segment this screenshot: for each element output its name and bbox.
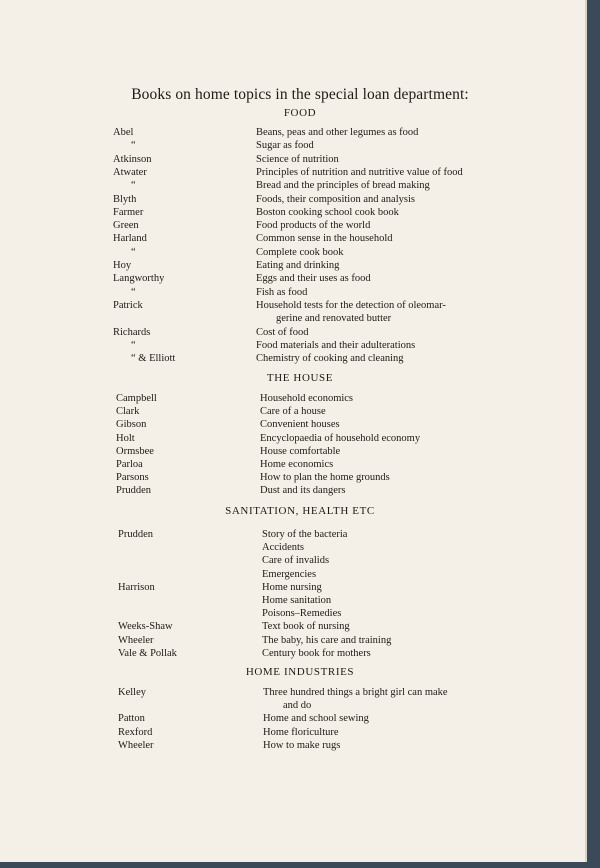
book-title: Home nursing bbox=[262, 581, 322, 593]
book-title: Cost of food bbox=[256, 326, 309, 338]
book-author: Harrison bbox=[118, 581, 155, 593]
book-author: Patrick bbox=[113, 299, 143, 311]
book-author: Harland bbox=[113, 233, 147, 245]
book-title: Principles of nutrition and nutritive value of food bbox=[256, 166, 463, 178]
book-title: Complete cook book bbox=[256, 246, 344, 258]
book-title: Household economics bbox=[260, 393, 354, 404]
book-author: Wheeler bbox=[118, 634, 154, 646]
book-author: Atwater bbox=[113, 166, 147, 178]
book-author: Holt bbox=[116, 432, 135, 444]
book-title: Home floriculture bbox=[263, 726, 339, 738]
book-title: Text book of nursing bbox=[262, 621, 350, 633]
book-author: “ & Elliott bbox=[131, 353, 176, 365]
book-author: Prudden bbox=[116, 485, 151, 497]
book-title: Food materials and their adulterations bbox=[256, 339, 416, 351]
book-author: Farmer bbox=[113, 206, 144, 218]
book-title: Chemistry of cooking and cleaning bbox=[256, 353, 404, 365]
book-title: Household tests for the detection of oleomar- gerine and renovated butter bbox=[256, 299, 446, 324]
section-heading: FOOD bbox=[283, 107, 317, 119]
book-title: Food products of the world bbox=[256, 220, 371, 232]
section-heading: THE HOUSE bbox=[266, 372, 334, 384]
book-author: Rexford bbox=[118, 726, 153, 738]
book-author: Campbell bbox=[116, 393, 157, 404]
book-author: Kelley bbox=[118, 687, 146, 698]
book-author: Vale & Pollak bbox=[118, 647, 177, 659]
book-author: Green bbox=[113, 220, 139, 232]
book-author: “ bbox=[131, 286, 136, 298]
book-title: Story of the bacteria bbox=[262, 529, 348, 540]
book-title: Eggs and their uses as food bbox=[256, 273, 371, 285]
book-title: Foods, their composition and analysis bbox=[256, 193, 415, 205]
book-title: Three hundred things a bright girl can make and do bbox=[263, 687, 448, 711]
book-author: “ bbox=[131, 339, 136, 351]
book-author: Blyth bbox=[113, 193, 137, 205]
book-author: Parloa bbox=[116, 459, 143, 470]
book-author: Hoy bbox=[113, 260, 132, 271]
book-author: Parsons bbox=[116, 472, 149, 484]
book-title: Sugar as food bbox=[256, 140, 314, 152]
book-title: Century book for mothers bbox=[262, 647, 371, 659]
book-title: Boston cooking school cook book bbox=[256, 206, 399, 218]
book-author: “ bbox=[131, 140, 136, 152]
book-author: Atkinson bbox=[113, 153, 152, 165]
book-title: Accidents bbox=[262, 542, 304, 554]
book-title: Eating and drinking bbox=[256, 260, 340, 271]
book-title: Bread and the principles of bread making bbox=[256, 180, 430, 192]
book-author: Patton bbox=[118, 713, 145, 725]
book-title: Encyclopaedia of household economy bbox=[260, 432, 421, 444]
book-title: Home and school sewing bbox=[263, 713, 369, 725]
book-title: How to plan the home grounds bbox=[260, 472, 390, 484]
book-title: Science of nutrition bbox=[256, 153, 339, 165]
book-title: Common sense in the household bbox=[256, 233, 393, 245]
book-title: Fish as food bbox=[256, 286, 308, 298]
book-title: Home sanitation bbox=[262, 595, 332, 606]
book-author: Weeks-Shaw bbox=[118, 621, 173, 633]
book-title: How to make rugs bbox=[263, 739, 341, 751]
book-author: “ bbox=[131, 180, 136, 192]
book-author: Gibson bbox=[116, 419, 147, 431]
book-title: Home economics bbox=[260, 459, 334, 470]
book-title: Poisons–Remedies bbox=[262, 608, 342, 620]
book-title: Convenient houses bbox=[260, 419, 340, 431]
book-author: Clark bbox=[116, 406, 140, 418]
book-title: Care of invalids bbox=[262, 555, 330, 567]
section-heading: HOME INDUSTRIES bbox=[245, 666, 355, 678]
book-author: “ bbox=[131, 246, 136, 258]
book-author: Richards bbox=[113, 326, 151, 338]
book-title: Dust and its dangers bbox=[260, 485, 346, 497]
book-title: Care of a house bbox=[260, 406, 326, 418]
book-title: The baby, his care and training bbox=[262, 634, 392, 646]
book-title-continuation: and do bbox=[283, 700, 312, 711]
book-title-continuation: gerine and renovated butter bbox=[276, 312, 392, 324]
book-author: Prudden bbox=[118, 529, 153, 540]
book-title: Emergencies bbox=[262, 568, 317, 580]
book-title: Beans, peas and other legumes as food bbox=[256, 127, 419, 138]
book-title: House comfortable bbox=[260, 445, 341, 457]
book-author: Abel bbox=[113, 127, 134, 138]
book-author: Langworthy bbox=[113, 273, 165, 285]
book-author: Wheeler bbox=[118, 739, 154, 751]
book-author: Ormsbee bbox=[116, 445, 154, 457]
section-heading: SANITATION, HEALTH ETC bbox=[225, 505, 375, 517]
page-title: Books on home topics in the special loan department: bbox=[131, 86, 469, 103]
